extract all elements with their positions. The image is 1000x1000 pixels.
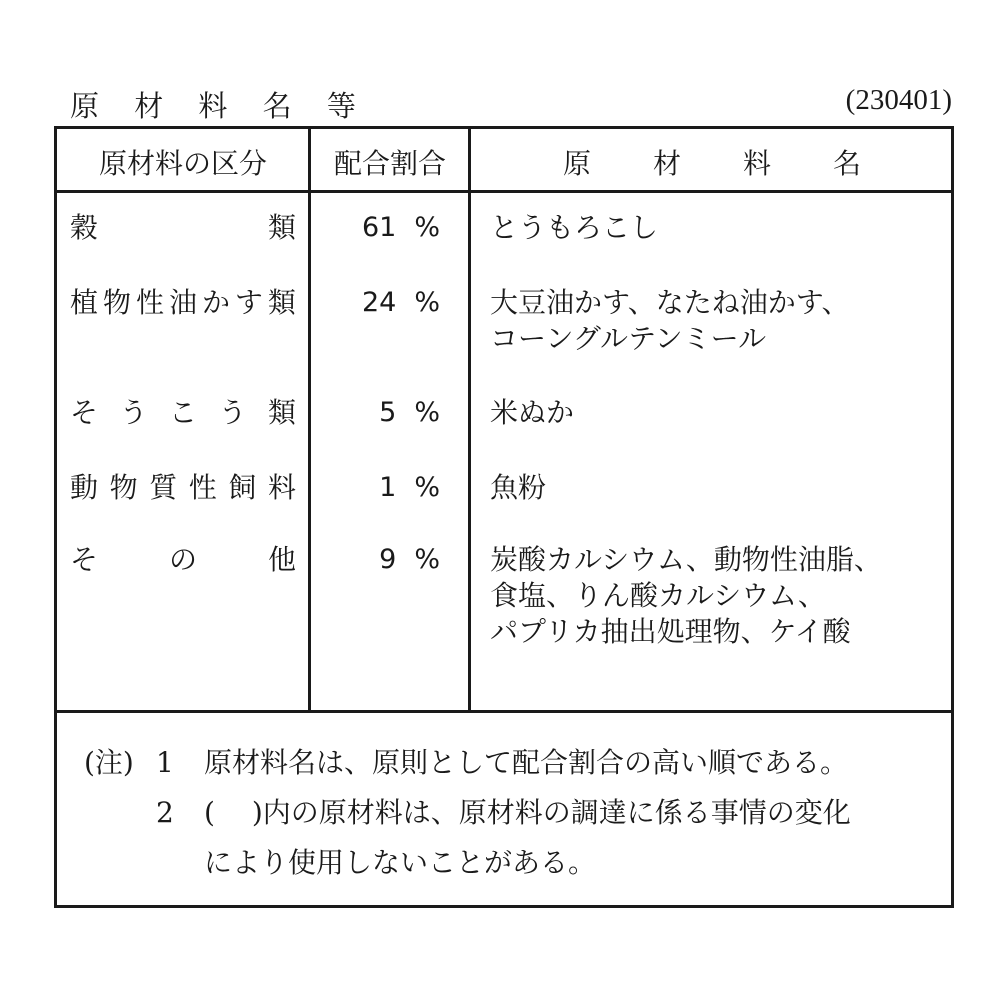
document-title: 原 材 料 名 等 (70, 89, 369, 123)
material-line: パプリカ抽出処理物、ケイ酸 (490, 615, 851, 648)
category-char: 動 (70, 471, 99, 504)
category-char: 植 (70, 286, 99, 319)
note-2-text-line-2: により使用しないことがある。 (204, 846, 597, 879)
notes-divider (54, 710, 954, 713)
ratio-value: 61 (361, 212, 397, 243)
category-char: 他 (267, 543, 296, 576)
column-header-ratio: 配合割合 (333, 147, 446, 180)
material-line: 米ぬか (490, 396, 575, 429)
note-2-text-line-1: ( )内の原材料は、原材料の調達に係る事情の変化 (204, 796, 851, 829)
category-char: そ (70, 543, 99, 576)
category-char: 質 (149, 471, 178, 504)
material-line: とうもろこし (490, 211, 659, 244)
category-char: 類 (267, 211, 296, 244)
category-cell (70, 210, 296, 246)
material-cell (490, 285, 930, 357)
category-cell (70, 285, 296, 321)
material-line: 食塩、りん酸カルシウム、 (490, 579, 826, 612)
ratio-cell (300, 395, 440, 431)
column-divider-2 (468, 126, 471, 712)
ratio-value: 24 (361, 287, 397, 318)
ratio-unit: % (414, 397, 440, 428)
category-cell (70, 542, 296, 578)
category-char: う (119, 396, 148, 429)
note-2-number: 2 (156, 796, 174, 829)
document-code: (230401) (845, 84, 952, 116)
category-char: こ (168, 396, 197, 429)
note-1-number: 1 (156, 746, 174, 779)
category-char: の (168, 543, 197, 576)
ratio-unit: % (414, 212, 440, 243)
category-char: 飼 (228, 471, 257, 504)
ratio-value: 1 (379, 472, 397, 503)
material-cell (490, 395, 930, 431)
category-char: 物 (109, 471, 138, 504)
column-header-material: 原 材 料 名 (562, 147, 863, 180)
category-char: す (234, 286, 263, 319)
note-prefix: (注) (84, 746, 134, 779)
ratio-cell (300, 542, 440, 578)
material-cell (490, 542, 930, 650)
ratio-unit: % (414, 544, 440, 575)
category-cell (70, 470, 296, 506)
category-char: 料 (267, 471, 296, 504)
ratio-unit: % (414, 287, 440, 318)
column-header-category: 原材料の区分 (98, 147, 267, 180)
ratio-unit: % (414, 472, 440, 503)
material-line: 大豆油かす、なたね油かす、 (490, 286, 850, 319)
category-char: 類 (267, 396, 296, 429)
category-char: 油 (168, 286, 197, 319)
category-char: 類 (267, 286, 296, 319)
material-cell (490, 470, 930, 506)
category-char: 性 (135, 286, 164, 319)
ratio-value: 9 (379, 544, 397, 575)
category-char: う (218, 396, 247, 429)
ratio-cell (300, 210, 440, 246)
ratio-cell (300, 285, 440, 321)
material-line: 炭酸カルシウム、動物性油脂、 (490, 543, 882, 576)
category-char: 穀 (70, 211, 99, 244)
header-divider (54, 190, 954, 193)
category-char: そ (70, 396, 99, 429)
category-char: 物 (102, 286, 131, 319)
material-line: コーングルテンミール (490, 322, 767, 355)
category-char: 性 (188, 471, 217, 504)
material-cell (490, 210, 930, 246)
ratio-value: 5 (379, 397, 397, 428)
material-line: 魚粉 (490, 471, 547, 504)
ratio-cell (300, 470, 440, 506)
category-cell (70, 395, 296, 431)
category-char: か (201, 286, 230, 319)
note-1-text: 原材料名は、原則として配合割合の高い順である。 (204, 746, 849, 779)
